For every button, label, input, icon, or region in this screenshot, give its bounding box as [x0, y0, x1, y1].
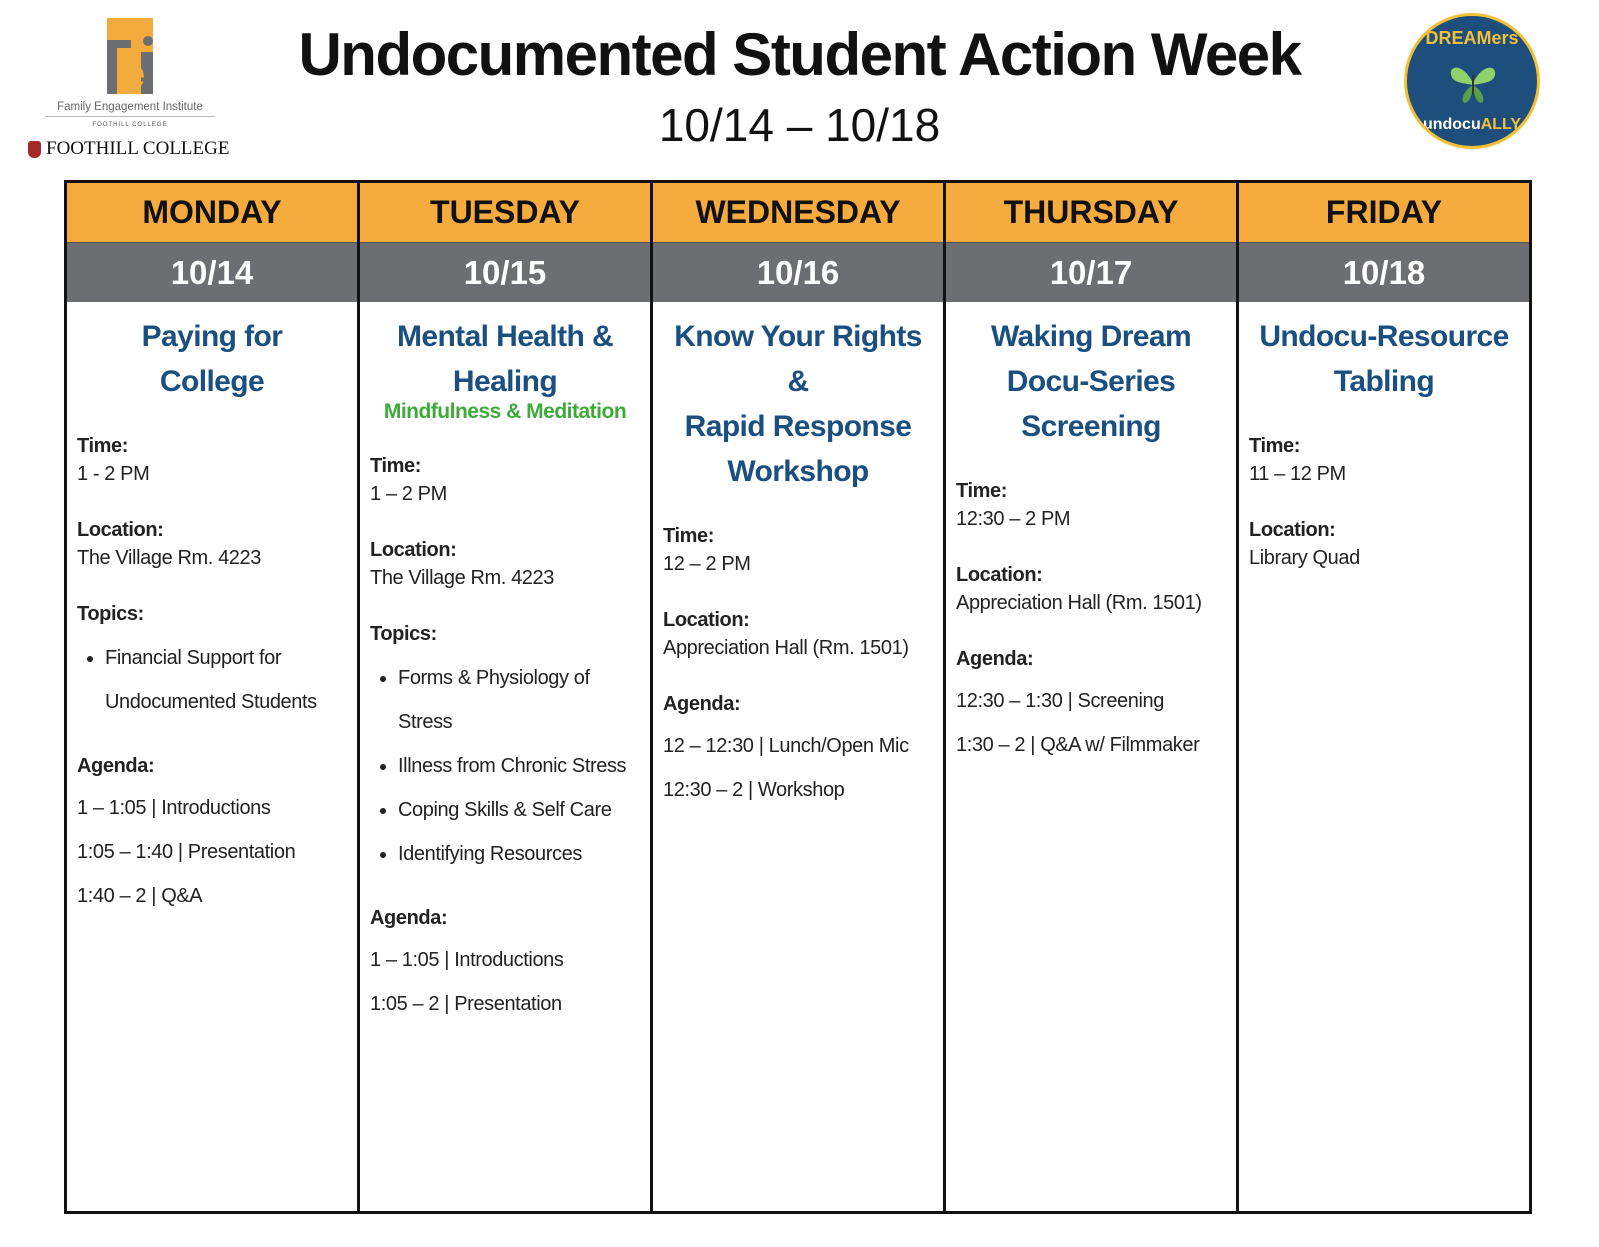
agenda-item: 12 – 12:30 | Lunch/Open Mic: [663, 735, 909, 757]
agenda-item: 12:30 – 1:30 | Screening: [956, 690, 1164, 712]
agenda-item: 12:30 – 2 | Workshop: [663, 779, 845, 801]
agenda-label: Agenda:: [77, 755, 155, 777]
topics-label: Topics:: [370, 623, 437, 645]
event-title-line: Workshop: [727, 455, 869, 488]
day-date: 10/16: [653, 243, 943, 302]
page-title: Undocumented Student Action Week: [298, 21, 1301, 88]
event-title: [1249, 314, 1519, 404]
fei-name: Family Engagement Institute: [45, 100, 215, 117]
topic-item: • Coping Skills & Self Care: [398, 788, 640, 832]
location-value: Appreciation Hall (Rm. 1501): [956, 592, 1202, 614]
event-title-line: Docu-Series: [1006, 365, 1176, 398]
topics-list: [77, 636, 347, 724]
agenda-list: [77, 786, 347, 918]
location-label: Location:: [1249, 519, 1336, 541]
time-label: Time:: [956, 480, 1007, 502]
day-column: [360, 183, 653, 1211]
event-subtitle: Mindfulness & Meditation: [383, 400, 627, 423]
event-title-line: Mental Health &: [396, 320, 614, 353]
event-title-line: Waking Dream: [990, 320, 1192, 353]
day-column: [653, 183, 946, 1211]
date-range: 10/14 – 10/18: [658, 99, 941, 151]
butterfly-icon: [1445, 61, 1501, 105]
agenda-item: 1:05 – 1:40 | Presentation: [77, 841, 296, 863]
badge-bottom-accent: ALLY: [1480, 116, 1522, 133]
day-date: 10/17: [946, 243, 1236, 302]
agenda-item: 1:40 – 2 | Q&A: [77, 885, 203, 907]
agenda-item: 1 – 1:05 | Introductions: [77, 797, 271, 819]
day-column: [1239, 183, 1529, 1211]
location-value: Library Quad: [1249, 547, 1360, 569]
agenda-item: 1 – 1:05 | Introductions: [370, 949, 564, 971]
event-title-line: &: [787, 365, 809, 398]
fei-subtitle: FOOTHILL COLLEGE: [92, 122, 168, 128]
location-label: Location:: [663, 609, 750, 631]
event-details: [653, 302, 943, 812]
topic-item: • Financial Support for Undocumented Students: [105, 636, 347, 724]
time-value: 1 - 2 PM: [77, 463, 150, 485]
event-title-line: Rapid Response: [684, 410, 912, 443]
event-title-line: Paying for: [141, 320, 283, 353]
day-date: 10/18: [1239, 243, 1529, 302]
event-title-line: Know Your Rights: [674, 320, 922, 353]
event-title-line: College: [159, 365, 265, 398]
day-name: FRIDAY: [1239, 183, 1529, 243]
agenda-list: [370, 938, 640, 1026]
college-name: FOOTHILL COLLEGE: [46, 138, 230, 159]
location-value: Appreciation Hall (Rm. 1501): [663, 637, 909, 659]
agenda-list: [956, 679, 1226, 767]
event-details: [1239, 302, 1529, 572]
event-title-line: Healing: [452, 365, 558, 398]
event-title: [77, 314, 347, 404]
badge-top-text: DREAMers: [1425, 28, 1519, 48]
time-label: Time:: [77, 435, 128, 457]
time-label: Time:: [1249, 435, 1300, 457]
schedule-table: [64, 180, 1532, 1214]
day-column: [946, 183, 1239, 1211]
topic-item: • Illness from Chronic Stress: [398, 744, 640, 788]
event-title: [663, 314, 933, 494]
event-details: [67, 302, 357, 918]
event-title-line: Tabling: [1333, 365, 1435, 398]
agenda-item: 1:30 – 2 | Q&A w/ Filmmaker: [956, 734, 1200, 756]
agenda-item: 1:05 – 2 | Presentation: [370, 993, 562, 1015]
time-label: Time:: [663, 525, 714, 547]
agenda-label: Agenda:: [956, 648, 1034, 670]
day-name: MONDAY: [67, 183, 357, 243]
event-title: [370, 314, 640, 404]
day-column: [67, 183, 360, 1211]
fei-logo: e: [107, 18, 153, 94]
day-name: THURSDAY: [946, 183, 1236, 243]
topic-item: • Forms & Physiology of Stress: [398, 656, 640, 744]
day-date: 10/15: [360, 243, 650, 302]
agenda-label: Agenda:: [370, 907, 448, 929]
day-name: TUESDAY: [360, 183, 650, 243]
location-label: Location:: [370, 539, 457, 561]
agenda-list: [663, 724, 933, 812]
dreamers-badge-logo: [1404, 13, 1540, 149]
event-details: [360, 302, 650, 1026]
location-value: The Village Rm. 4223: [77, 547, 261, 569]
time-value: 1 – 2 PM: [370, 483, 447, 505]
topic-item: • Identifying Resources: [398, 832, 640, 876]
day-date: 10/14: [67, 243, 357, 302]
agenda-label: Agenda:: [663, 693, 741, 715]
time-value: 12 – 2 PM: [663, 553, 751, 575]
topics-label: Topics:: [77, 603, 144, 625]
time-value: 11 – 12 PM: [1249, 463, 1346, 485]
event-title-line: Undocu-Resource: [1259, 320, 1509, 353]
badge-bottom-text: undocu: [1422, 116, 1481, 133]
topics-list: [370, 656, 640, 876]
event-details: [946, 302, 1236, 767]
day-name: WEDNESDAY: [653, 183, 943, 243]
time-value: 12:30 – 2 PM: [956, 508, 1071, 530]
location-label: Location:: [77, 519, 164, 541]
event-title: [956, 314, 1226, 449]
location-label: Location:: [956, 564, 1043, 586]
time-label: Time:: [370, 455, 421, 477]
location-value: The Village Rm. 4223: [370, 567, 554, 589]
event-title-line: Screening: [1021, 410, 1161, 443]
